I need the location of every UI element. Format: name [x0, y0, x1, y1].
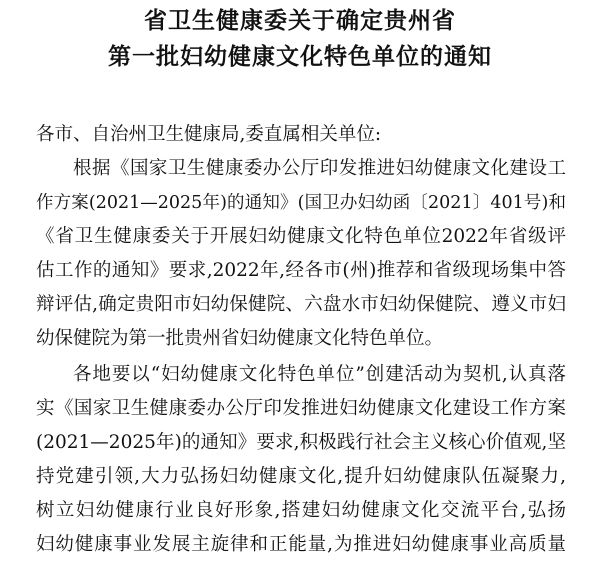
- addressee-line: 各市、自治州卫生健康局,委直属相关单位:: [36, 124, 382, 145]
- paragraph-1-line-3: 《省卫生健康委关于开展妇幼健康文化特色单位2022年省级评: [36, 226, 566, 247]
- paragraph-2-line-1: 各地要以“妇幼健康文化特色单位”创建活动为契机,认真落: [73, 364, 566, 385]
- paragraph-2-line-6: 妇幼健康事业发展主旋律和正能量,为推进妇幼健康事业高质量: [36, 534, 566, 555]
- paragraph-1-line-4: 估工作的通知》要求,2022年,经各市(州)推荐和省级现场集中答: [36, 260, 566, 281]
- document-title-line-2: 第一批妇幼健康文化特色单位的通知: [108, 44, 492, 70]
- document-title-line-1: 省卫生健康委关于确定贵州省: [144, 8, 456, 34]
- paragraph-1-line-6: 幼保健院为第一批贵州省妇幼健康文化特色单位。: [36, 328, 444, 349]
- paragraph-1-line-2: 作方案(2021—2025年)的通知》(国卫办妇幼函〔2021〕401号)和: [36, 193, 566, 213]
- paragraph-2-line-3: (2021—2025年)的通知》要求,积极践行社会主义核心价值观,坚: [36, 432, 566, 453]
- paragraph-2-line-2: 实《国家卫生健康委办公厅印发推进妇幼健康文化建设工作方案: [36, 398, 566, 419]
- paragraph-2-line-4: 持党建引领,大力弘扬妇幼健康文化,提升妇幼健康队伍凝聚力,: [36, 466, 566, 487]
- paragraph-1-line-1: 根据《国家卫生健康委办公厅印发推进妇幼健康文化建设工: [73, 158, 566, 179]
- paragraph-1-line-5: 辩评估,确定贵阳市妇幼保健院、六盘水市妇幼保健院、遵义市妇: [36, 294, 566, 315]
- paragraph-2-line-5: 树立妇幼健康行业良好形象,搭建妇幼健康文化交流平台,弘扬: [36, 500, 566, 521]
